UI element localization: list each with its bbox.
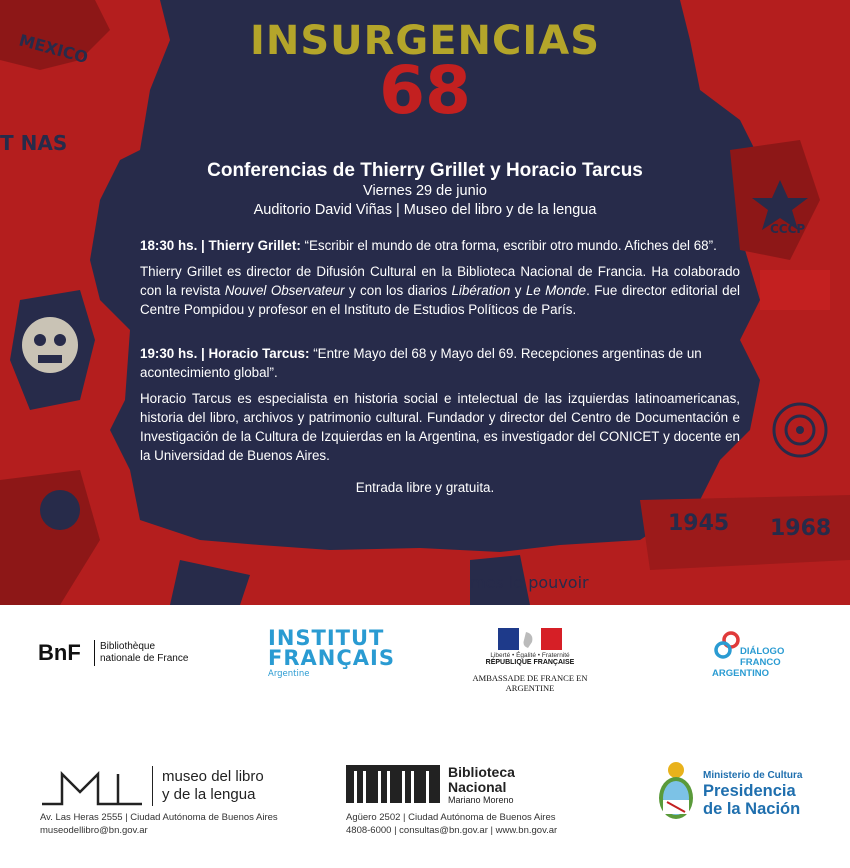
bn-name — [448, 765, 515, 806]
embassy-logo — [450, 628, 610, 693]
talk-1 — [140, 236, 740, 319]
biblioteca-nacional-logo — [346, 763, 566, 837]
ministerio-cultura-logo — [655, 760, 815, 826]
bio-text: y con los diarios — [344, 283, 452, 298]
marianne-flag-icon — [498, 628, 562, 650]
dialogo-text — [712, 646, 785, 679]
dialogo-line: DIÁLOGO — [740, 646, 785, 657]
if-line: FRANÇAIS — [268, 646, 395, 670]
bio-newspaper: Libération — [451, 283, 511, 298]
collage-text-1945: 1945 — [668, 511, 730, 536]
bn-name-line: Nacional — [448, 779, 507, 795]
museo-libro-logo — [40, 762, 280, 836]
bnf-mark: BnF — [38, 640, 81, 665]
collage-text-1968: 1968 — [770, 516, 832, 541]
poster-title: INSURGENCIAS — [249, 18, 601, 64]
bn-mark-icon — [346, 765, 440, 803]
entrance-note: Entrada libre y gratuita. — [355, 480, 495, 495]
ministerio-line: Presidencia — [703, 782, 796, 800]
institut-francais-logo — [268, 628, 395, 680]
talk-2-topic: “Entre Mayo del 68 y Mayo del 69. Recepciones argentinas de un acontecimiento global”. — [140, 346, 702, 380]
ministerio-name — [703, 770, 802, 818]
if-line: INSTITUT — [268, 626, 385, 650]
talk-2-speaker: 19:30 hs. | Horacio Tarcus: — [140, 346, 310, 361]
bn-contact: 4808-6000 | consultas@bn.gov.ar | www.bn.gov.ar — [346, 825, 558, 836]
talk-1-title — [140, 236, 740, 255]
talk-1-topic: “Escribir el mundo de otra forma, escribir otro mundo. Afiches del 68”. — [300, 238, 717, 253]
museo-name-line: y de la lengua — [162, 786, 256, 803]
museo-name — [162, 768, 264, 804]
talk-2-title — [140, 344, 740, 382]
bn-name-line: Mariano Moreno — [448, 795, 514, 805]
bio-magazine: Nouvel Observateur — [224, 283, 345, 298]
bnf-name-line: Bibliothèque — [100, 641, 156, 652]
bio-newspaper: Le Monde — [525, 283, 587, 298]
if-country: Argentine — [268, 669, 310, 679]
bio-text: . Fue director editorial del Centre Pompidou y profesor en el Instituto de Estudios Políticos de París. — [140, 283, 740, 317]
bio-text: Thierry Grillet es director de Difusión Cultural en la Biblioteca Nacional de Francia. Ha colaborado con la revista — [140, 264, 740, 298]
poster-title-year: 68 — [379, 52, 471, 129]
talk-1-bio — [140, 262, 740, 319]
bio-text: y — [510, 283, 526, 298]
divider — [152, 766, 153, 806]
ministerio-line: Ministerio de Cultura — [703, 770, 803, 781]
talk-2-bio: Horacio Tarcus es especialista en historia social e intelectual de las izquierdas latinoamericanas, historia del libro, archivos y patrimonio cultural. Fundador y director del Centro de Documentación e Investigación de la Cultura de Izquierdas en la Argentina, es investigador del CONICET y docente en la Universidad de Buenos Aires. — [140, 391, 740, 463]
event-venue: Auditorio David Viñas | Museo del libro y de la lengua — [253, 202, 597, 218]
rf-name: RÉPUBLIQUE FRANÇAISE — [485, 659, 575, 666]
bnf-name-line: nationale de France — [100, 653, 189, 664]
event-date: Viernes 29 de junio — [363, 183, 487, 199]
museo-ml-mark-icon — [40, 770, 144, 808]
argentina-coat-of-arms-icon — [655, 760, 697, 822]
talk-1-speaker: 18:30 hs. | Thierry Grillet: — [140, 238, 301, 253]
bnf-name — [100, 641, 240, 665]
rf-motto: Liberté • Égalité • Fraternité — [490, 652, 570, 659]
bn-name-line: Biblioteca — [448, 764, 515, 780]
event-heading: Conferencias de Thierry Grillet y Horacio Tarcus — [207, 160, 643, 181]
collage-text-mexico: MEXICO — [16, 30, 90, 68]
collage-text-nas: T NAS — [0, 131, 68, 155]
bn-address: Agüero 2502 | Ciudad Autónoma de Buenos Aires — [346, 812, 556, 823]
talk-2 — [140, 344, 740, 465]
collage-text-cccp: CCCP — [770, 222, 806, 236]
dialogo-line: ARGENTINO — [712, 668, 769, 679]
dialogo-circles-icon — [712, 630, 742, 660]
divider — [94, 640, 95, 666]
museo-address: Av. Las Heras 2555 | Ciudad Autónoma de Buenos Aires — [40, 812, 278, 823]
ministerio-line: de la Nación — [703, 800, 801, 818]
museo-name-line: museo del libro — [162, 768, 264, 785]
bnf-logo — [38, 640, 189, 666]
embassy-name: AMBASSADE DE FRANCE EN ARGENTINE — [472, 673, 588, 693]
museo-email: museodellibro@bn.gov.ar — [40, 825, 148, 836]
dialogo-line: FRANCO — [740, 657, 781, 668]
collage-text-pouvoir: mes le pouvoir — [470, 573, 589, 592]
